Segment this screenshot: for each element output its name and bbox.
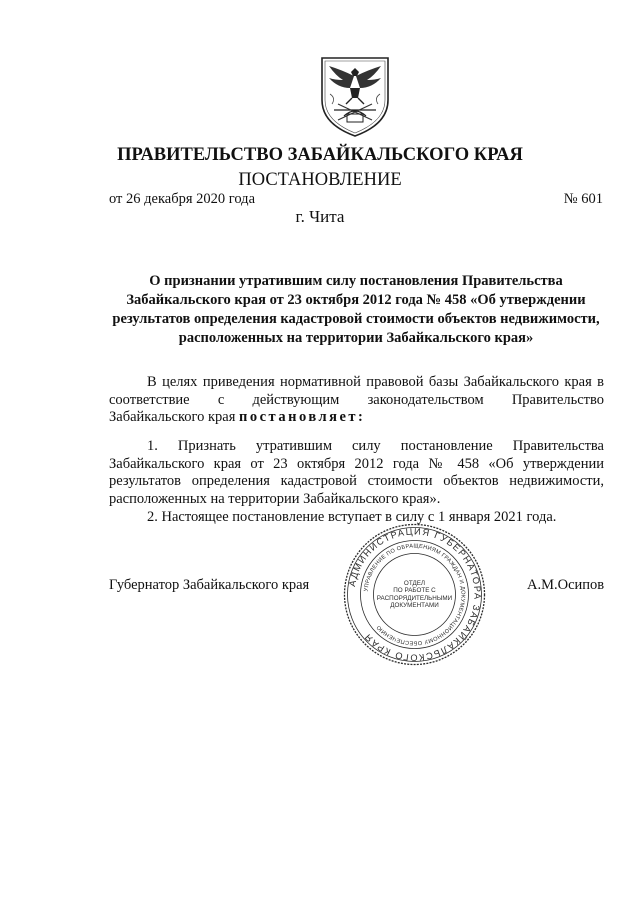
document-number: № 601: [563, 191, 603, 207]
seal-center-line: ОТДЕЛ: [403, 579, 426, 587]
decree-word: постановляет:: [239, 409, 366, 425]
preamble-text: В целях приведения нормативной правовой базы Забайкальского края в соответствие с действующим законодательством Правительство Забайкальского края: [109, 374, 604, 425]
signer-name: А.М.Осипов: [527, 577, 605, 593]
preamble-paragraph: [109, 374, 604, 427]
item-2-paragraph: 2. Настоящее постановление вступает в силу с 1 января 2021 года.: [147, 509, 557, 525]
document-date: от 26 декабря 2020 года: [109, 191, 255, 207]
seal-center-text: [342, 522, 487, 667]
seal-center-line: ПО РАБОТЕ С: [393, 587, 436, 594]
government-title: ПРАВИТЕЛЬСТВО ЗАБАЙКАЛЬСКОГО КРАЯ: [117, 145, 523, 165]
document-city: г. Чита: [295, 207, 345, 226]
seal-center-line: ДОКУМЕНТАМИ: [390, 602, 439, 609]
signer-position: Губернатор Забайкальского края: [109, 577, 310, 593]
coat-of-arms-emblem: [316, 54, 394, 138]
seal-outer-text: АДМИНИСТРАЦИЯ ГУБЕРНАТОРА ЗАБАЙКАЛЬСКОГО КРАЯ: [346, 526, 483, 663]
document-heading: О признании утратившим силу постановления Правительства Забайкальского края от 23 октября 2012 года № 458 «Об утверждении результатов определения кадастровой стоимости объектов недвижимости, расположенных на территории Забайкальского края»: [112, 273, 600, 346]
item-1-paragraph: 1. Признать утратившим силу постановление Правительства Забайкальского края от 23 октября 2012 года № 458 «Об утверждении результатов определения кадастровой стоимости объектов недвижимости, расположенных на территории Забайкальского края».: [109, 438, 604, 507]
official-seal: [342, 522, 487, 667]
document-type: ПОСТАНОВЛЕНИЕ: [238, 170, 402, 190]
seal-inner-text: УПРАВЛЕНИЕ ПО ОБРАЩЕНИЯМ ГРАЖДАН И ДОКУМЕНТАЦИОННОМУ ОБЕСПЕЧЕНИЮ: [363, 543, 466, 646]
seal-center-line: РАСПОРЯДИТЕЛЬНЫМИ: [376, 594, 453, 602]
date-number-line: [109, 191, 603, 208]
